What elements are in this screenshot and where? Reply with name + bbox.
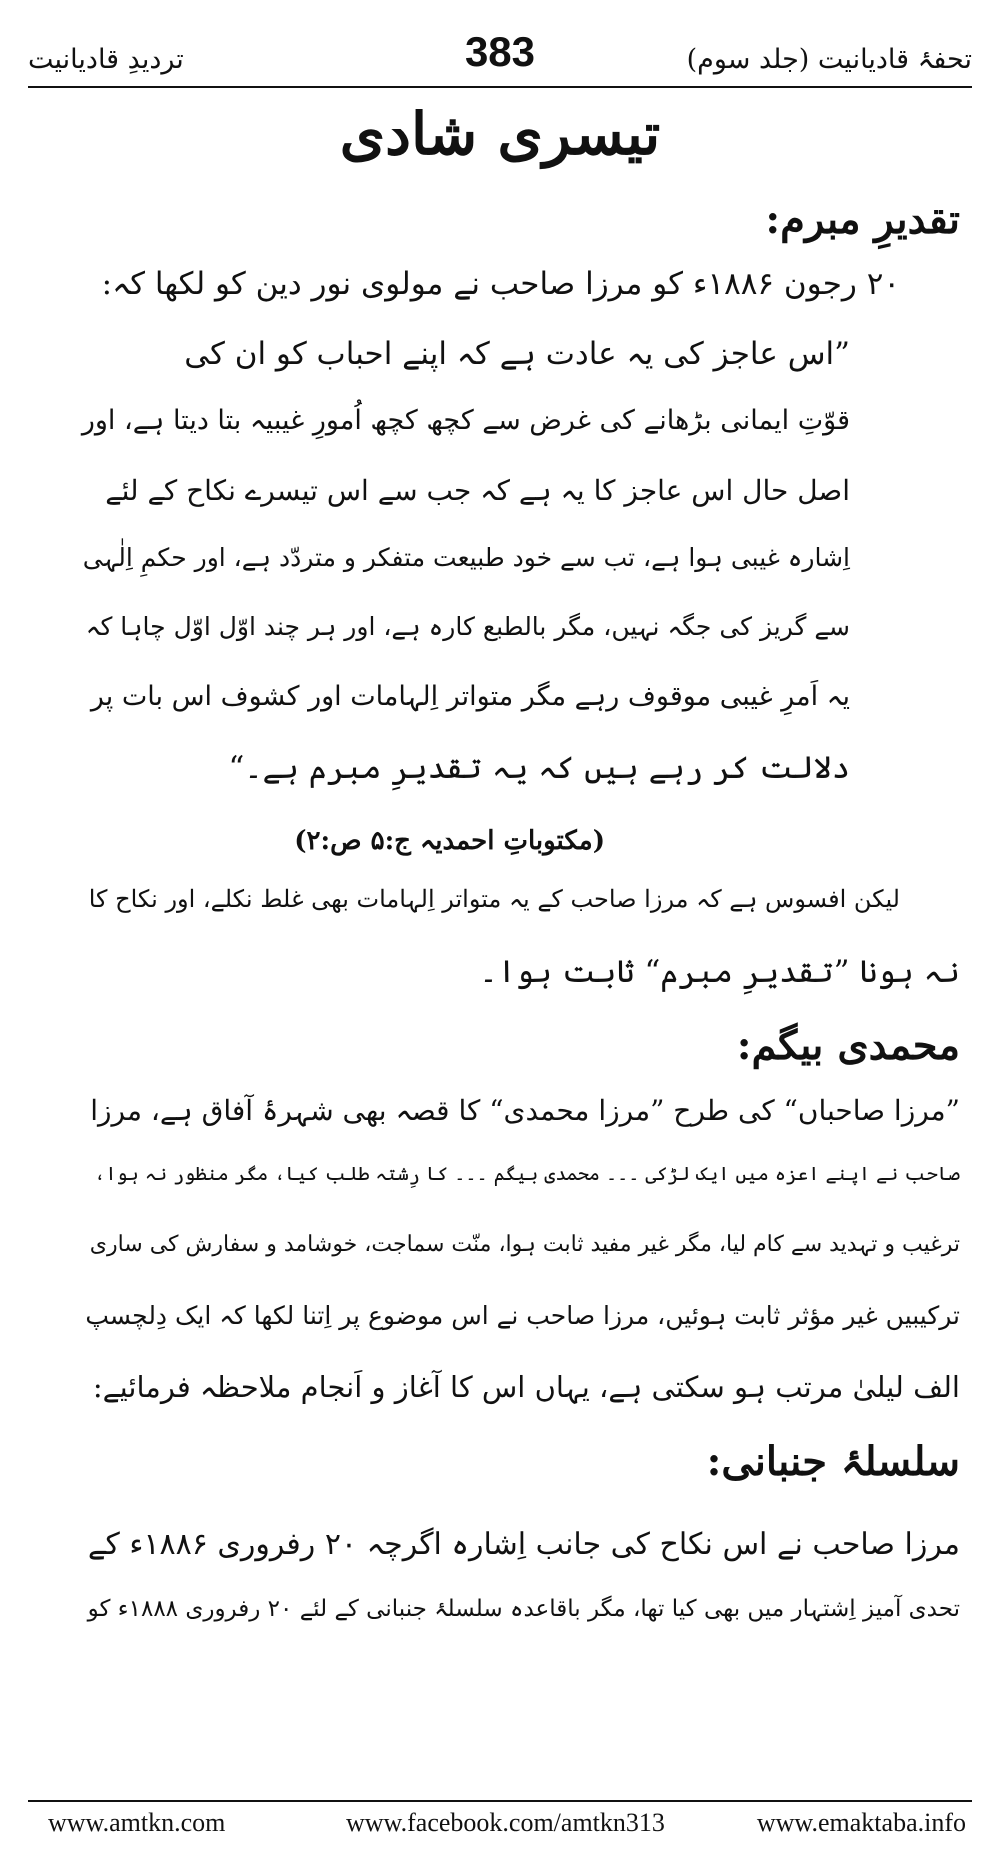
section-heading-taqdeer: تقدیرِ مبرم: bbox=[765, 196, 960, 243]
body-line-3: ترغیب و تہدید سے کام لیا، مگر غیر مفید ثابت ہوا، منّت سماجت، خوشامد و سفارش کی ساری bbox=[89, 1232, 960, 1257]
page-header bbox=[28, 22, 972, 84]
quote-line-6: یہ اَمرِ غیبی موقوف رہے مگر متواتر اِلہامات اور کشوف اس بات پر bbox=[90, 681, 850, 712]
page-footer bbox=[28, 1808, 972, 1842]
intro-line: ۲۰ رجون ۱۸۸۶ء کو مرزا صاحب نے مولوی نور دین کو لکھا کہ: bbox=[101, 266, 900, 302]
footer-divider bbox=[28, 1800, 972, 1802]
body-line-1: ”مرزا صاحباں“ کی طرح ”مرزا محمدی“ کا قصہ بھی شہرۂ آفاق ہے، مرزا bbox=[90, 1094, 960, 1127]
page-number: 383 bbox=[464, 28, 536, 75]
header-divider bbox=[28, 86, 972, 88]
chapter-title: تیسری شادی bbox=[339, 100, 661, 168]
quote-line-7: دلالت کر رہے ہیں کہ یہ تقدیرِ مبرم ہے۔“ bbox=[228, 750, 850, 786]
body-line-5: الف لیلیٰ مرتب ہو سکتی ہے، یہاں اس کا آغاز و اَنجام ملاحظہ فرمائیے: bbox=[92, 1370, 960, 1404]
quote-line-2: قوّتِ ایمانی بڑھانے کی غرض سے کچھ کچھ اُمورِ غیبیہ بتا دیتا ہے، اور bbox=[81, 405, 850, 436]
body-line-6: مرزا صاحب نے اس نکاح کی جانب اِشارہ اگرچہ ۲۰ رفروری ۱۸۸۶ء کے bbox=[87, 1527, 960, 1562]
quote-line-3: اصل حال اس عاجز کا یہ ہے کہ جب سے اس تیسرے نکاح کے لئے bbox=[105, 474, 850, 507]
section-heading-silsila: سلسلۂ جنبانی: bbox=[706, 1438, 960, 1485]
header-series-title: تردیدِ قادیانیت bbox=[28, 44, 184, 75]
section-heading-muhammadi-begum: محمدی بیگم: bbox=[736, 1022, 960, 1069]
quote-line-4: اِشارہ غیبی ہوا ہے، تب سے خود طبیعت متفکر و متردّد ہے، اور حکمِ اِلٰہی bbox=[82, 543, 850, 572]
quote-reference: (مکتوباتِ احمدیہ ج:۵ ص:۲) bbox=[294, 826, 605, 856]
quote-line-1: ”اس عاجز کی یہ عادت ہے کہ اپنے احباب کو ان کی bbox=[184, 336, 850, 372]
footer-link-facebook[interactable]: www.facebook.com/amtkn313 bbox=[346, 1808, 665, 1837]
footer-link-amtkn[interactable]: www.amtkn.com bbox=[48, 1808, 226, 1837]
body-line-4: ترکیبیں غیر مؤثر ثابت ہوئیں، مرزا صاحب نے اس موضوع پر اِتنا لکھا کہ ایک دِلچسپ bbox=[85, 1301, 960, 1330]
quote-line-5: سے گریز کی جگہ نہیں، مگر بالطبع کارہ ہے، اور ہر چند اوّل اوّل چاہا کہ bbox=[85, 612, 850, 641]
after-line-1: لیکن افسوس ہے کہ مرزا صاحب کے یہ متواتر اِلہامات بھی غلط نکلے، اور نکاح کا bbox=[88, 885, 900, 913]
body-line-7: تحدی آمیز اِشتہار میں بھی کیا تھا، مگر باقاعدہ سلسلۂ جنبانی کے لئے ۲۰ رفروری ۱۸۸۸ء کو bbox=[87, 1596, 960, 1622]
body-line-2: صاحب نے اپنے اعزہ میں ایک لڑکی ۔۔۔ محمدی بیگم ۔۔۔ کا رِشتہ طلب کیا، مگر منظور نہ ہوا، bbox=[94, 1163, 960, 1185]
footer-link-emaktaba[interactable]: www.emaktaba.info bbox=[756, 1808, 966, 1837]
header-book-title: تحفۂ قادیانیت (جلد سوم) bbox=[686, 44, 972, 75]
after-line-2: نہ ہونا ”تقدیرِ مبرم“ ثابت ہوا۔ bbox=[479, 954, 960, 990]
